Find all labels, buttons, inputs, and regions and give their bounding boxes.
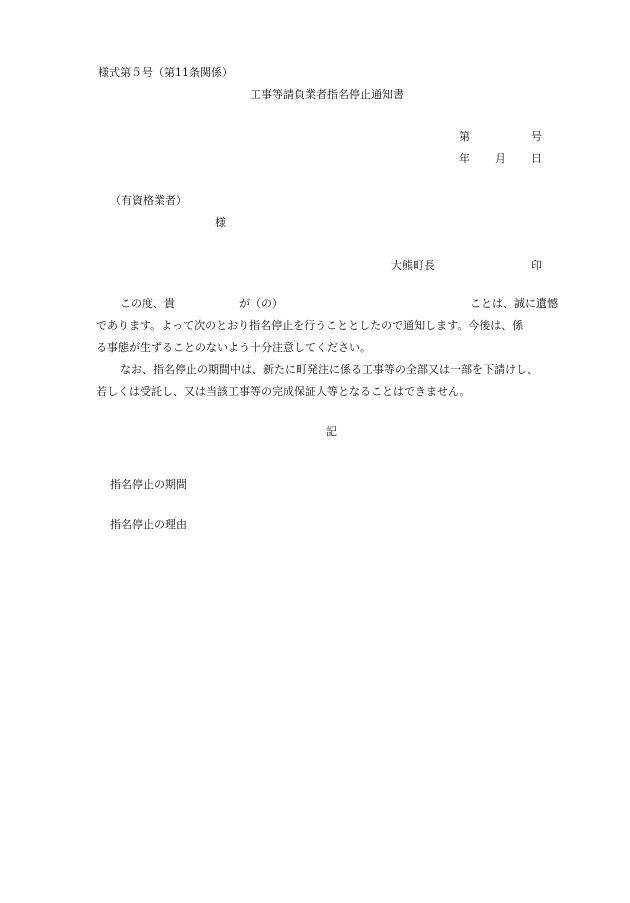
body-line4: なお、指名停止の期間中は、新たに町発注に係る工事等の全部又は一部を下請けし、	[120, 363, 538, 376]
ki-heading: 記	[326, 425, 337, 438]
notice-body	[96, 293, 580, 403]
date-year: 年	[459, 152, 470, 165]
date-day: 日	[531, 152, 542, 165]
document-title: 工事等請負業者指名停止通知書	[250, 88, 404, 101]
item-reason: 指名停止の理由	[110, 518, 187, 531]
issuer-seal: 印	[531, 259, 542, 272]
issuer-name: 大熊町長	[391, 259, 435, 272]
body-line3: る事態が生ずることのないよう十分注意してください。	[96, 341, 371, 354]
form-number: 様式第５号（第11条関係）	[98, 66, 233, 79]
item-period: 指名停止の期間	[110, 478, 187, 491]
recipient-honorific: 様	[215, 216, 226, 229]
body-line2: であります。よって次のとおり指名停止を行うこととしたので通知します。今後は、係	[96, 319, 524, 332]
ref-go: 号	[531, 130, 542, 143]
body-line1-c: ことは、誠に遺憾	[470, 297, 558, 310]
body-line1-a: この度、貴	[120, 297, 175, 310]
date-month: 月	[495, 152, 506, 165]
ref-dai: 第	[459, 130, 470, 143]
body-line1-b: が（の）	[239, 297, 283, 310]
recipient-label: （有資格業者）	[110, 194, 187, 207]
body-line5: 若しくは受託し、又は当該工事等の完成保証人等となることはできません。	[96, 385, 471, 398]
